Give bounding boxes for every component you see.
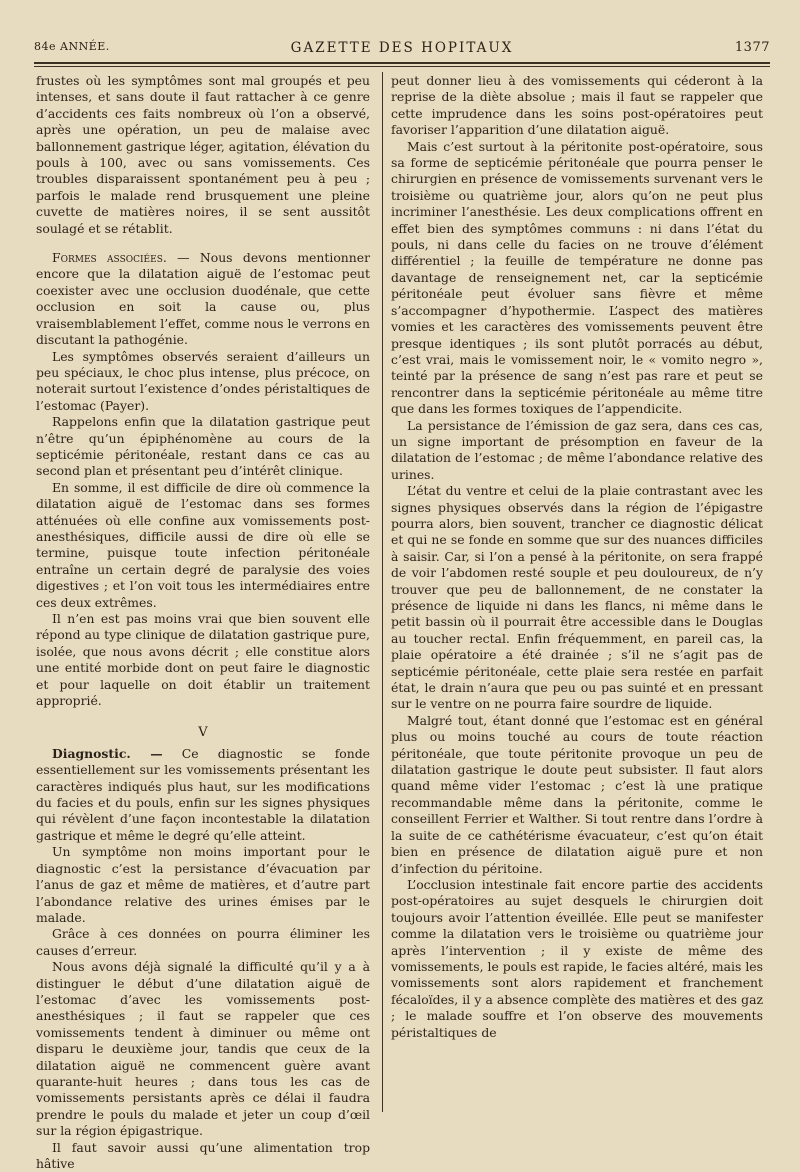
paragraph: Il faut savoir aussi qu’une alimentation trop hâtive: [36, 1139, 370, 1171]
left-column: [36, 73, 370, 1172]
journal-title: GAZETTE DES HOPITAUX: [290, 40, 514, 56]
header-rule-thick: [34, 62, 770, 64]
paragraph: Il n’en est pas moins vrai que bien souvent elle répond au type clinique de dilatation gastrique pure, isolée, que nous avons décrit ; elle constitue alors une entité morbide dont on peut faire le diagnostic et pour laquelle on doit établir un traitement approprié.: [36, 611, 370, 709]
paragraph: frustes où les symptômes sont mal groupés et peu intenses, et sans doute il faut rattacher à ce genre d’accidents ces faits nombreux où l’on a observé, après une opération, un peu de malaise avec ballonnement gastrique léger, agitation, élévation du pouls à 100, avec ou sans vomissements. Ces troubles disparaissent spontanément peu à peu ; parfois le malade rend brusquement une pleine cuvette de matières noires, il se sent aussitôt soulagé et se rétablit.: [36, 73, 370, 236]
paragraph-diagnostic: [36, 746, 370, 844]
paragraph-text: Ce diagnostic se fonde essentiellement sur les vomissements présentant les caractères indiqués plus haut, sur les modifications du facies et du pouls, enfin sur les signes physiques qui révèlent d’une façon incontestable la dilatation gastrique et même le degré qu’elle atteint.: [36, 745, 370, 843]
section-heading: Formes associées. —: [52, 250, 190, 266]
header-rule-thin: [34, 66, 770, 67]
paragraph: Grâce à ces données on pourra éliminer les causes d’erreur.: [36, 926, 370, 958]
paragraph: Les symptômes observés seraient d’ailleurs un peu spéciaux, le choc plus intense, plus précoce, on noterait surtout l’existence d’ondes péristaltiques de l’estomac (Payer).: [36, 348, 370, 413]
paragraph: Malgré tout, étant donné que l’estomac est en général plus ou moins touché au cours de toute réaction péritonéale, que toute péritonite provoque un peu de dilatation gastrique le doute peut subsister. Il faut alors quand même vider l’estomac ; c’est là une pratique recommandable même dans la péritonite, comme le conseillent Ferrier et Walther. Si tout rentre dans l’ordre à la suite de ce cathétérisme évacuateur, c’est qu’on était bien en présence de dilatation aiguë pure et non d’infection du péritoine.: [391, 712, 763, 876]
page-header: [34, 40, 770, 62]
paragraph: peut donner lieu à des vomissements qui céderont à la reprise de la diète absolue ; mais il faut se rappeler que cette imprudence dans les soins post-opératoires peut favoriser l’apparition d’une dilatation aiguë.: [391, 73, 763, 138]
paragraph: La persistance de l’émission de gaz sera, dans ces cas, un signe important de présomption en faveur de la dilatation de l’estomac ; de même l’abondance relative des urines.: [391, 417, 763, 482]
paragraph-formes-associees: [36, 250, 370, 348]
paragraph: Nous avons déjà signalé la difficulté qu’il y a à distinguer le début d’une dilatation aiguë de l’estomac d’avec les vomissements post-anesthésiques ; il faut se rappeler que ces vomissements tendent à diminuer ou même ont disparu le deuxième jour, tandis que ceux de la dilatation aiguë ne commencent guère avant quarante-huit heures ; dans tous les cas de vomissements persistants après ce délai il faudra prendre le pouls du malade et jeter un coup d’œil sur la région épigastrique.: [36, 959, 370, 1139]
section-number: V: [198, 725, 208, 741]
section-heading: Diagnostic. —: [52, 745, 163, 761]
paragraph: L’état du ventre et celui de la plaie contrastant avec les signes physiques observés dans la région de l’épigastre pourra alors, bien souvent, trancher ce diagnostic délicat et qui ne se fonde en somme que sur des nuances difficiles à saisir. Car, si l’on a pensé à la péritonite, on sera frappé de voir l’abdomen resté souple et peu douloureux, de n’y trouver que peu de ballonnement, de ne constater la présence de liquide ni dans les flancs, ni même dans le petit bassin où il pourrait être accessible dans le Douglas au toucher rectal. Enfin fréquemment, en pareil cas, la plaie opératoire a été drainée ; s’il ne s’agit pas de septicémie péritonéale, cette plaie sera restée en parfait état, le drain n’aura que peu ou pas suinté et en pressant sur le ventre on ne pourra faire sourdre de liquide.: [391, 483, 763, 712]
paragraph: L’occlusion intestinale fait encore partie des accidents post-opératoires au sujet desquels le chirurgien doit toujours avoir l’attention éveillée. Elle peut se manifester comme la dilatation vers le troisième ou quatrième jour après l’intervention ; il y existe de même des vomissements, le pouls est rapide, le facies altéré, mais les vomissements sont alors rapidement et franchement fécaloïdes, il y a absence complète des matières et des gaz ; le malade souffre et l’on observe des mouvements péristaltiques de: [391, 876, 763, 1040]
paragraph: Un symptôme non moins important pour le diagnostic c’est la persistance d’évacuation par l’anus de gaz et même de matières, et d’autre part l’abondance relative des urines émises par le malade.: [36, 844, 370, 925]
paragraph-text: Nous devons mentionner encore que la dilatation aiguë de l’estomac peut coexister avec une occlusion duodénale, que cette occlusion en soit la cause ou, plus vraisemblablement l’effet, comme nous le verrons en discutant la pathogénie.: [36, 250, 370, 348]
paragraph: En somme, il est difficile de dire où commence la dilatation aiguë de l’estomac dans ses formes atténuées où elle confine aux vomissements post-anesthésiques, difficile aussi de dire où elle se termine, puisque toute infection péritonéale entraîne un certain degré de paralysie des voies digestives ; et l’on voit tous les intermédiaires entre ces deux extrêmes.: [36, 479, 370, 610]
right-column: [391, 73, 763, 1041]
column-divider: [382, 72, 383, 1112]
page-number: 1377: [734, 40, 770, 55]
year-label: 84e ANNÉE.: [34, 40, 110, 53]
paragraph: Rappelons enfin que la dilatation gastrique peut n’être qu’un épiphénomène au cours de la septicémie péritonéale, restant dans ce cas au second plan et présentant peu d’intérêt clinique.: [36, 414, 370, 479]
paragraph: Mais c’est surtout à la péritonite post-opératoire, sous sa forme de septicémie péritonéale que pourra penser le chirurgien en présence de vomissements survenant vers le troisième ou quatrième jour, alors qu’on ne peut plus incriminer l’anesthésie. Les deux complications offrent en effet bien des symptômes communs : ni dans l’état du pouls, ni dans celle du facies on ne trouve d’élément différentiel ; la feuille de température ne donne pas davantage de renseignement net, car la septicémie péritonéale peut évoluer sans fièvre et même s’accompagner d’hypothermie. L’aspect des matières vomies et les caractères des vomissements peuvent être presque identiques ; ils sont plutôt porracés au début, c’est vrai, mais le vomissement noir, le « vomito negro », teinté par la présence de sang n’est pas rare et peut se rencontrer dans la septicémie péritonéale au même titre que dans les formes toxiques de l’appendicite.: [391, 138, 763, 417]
